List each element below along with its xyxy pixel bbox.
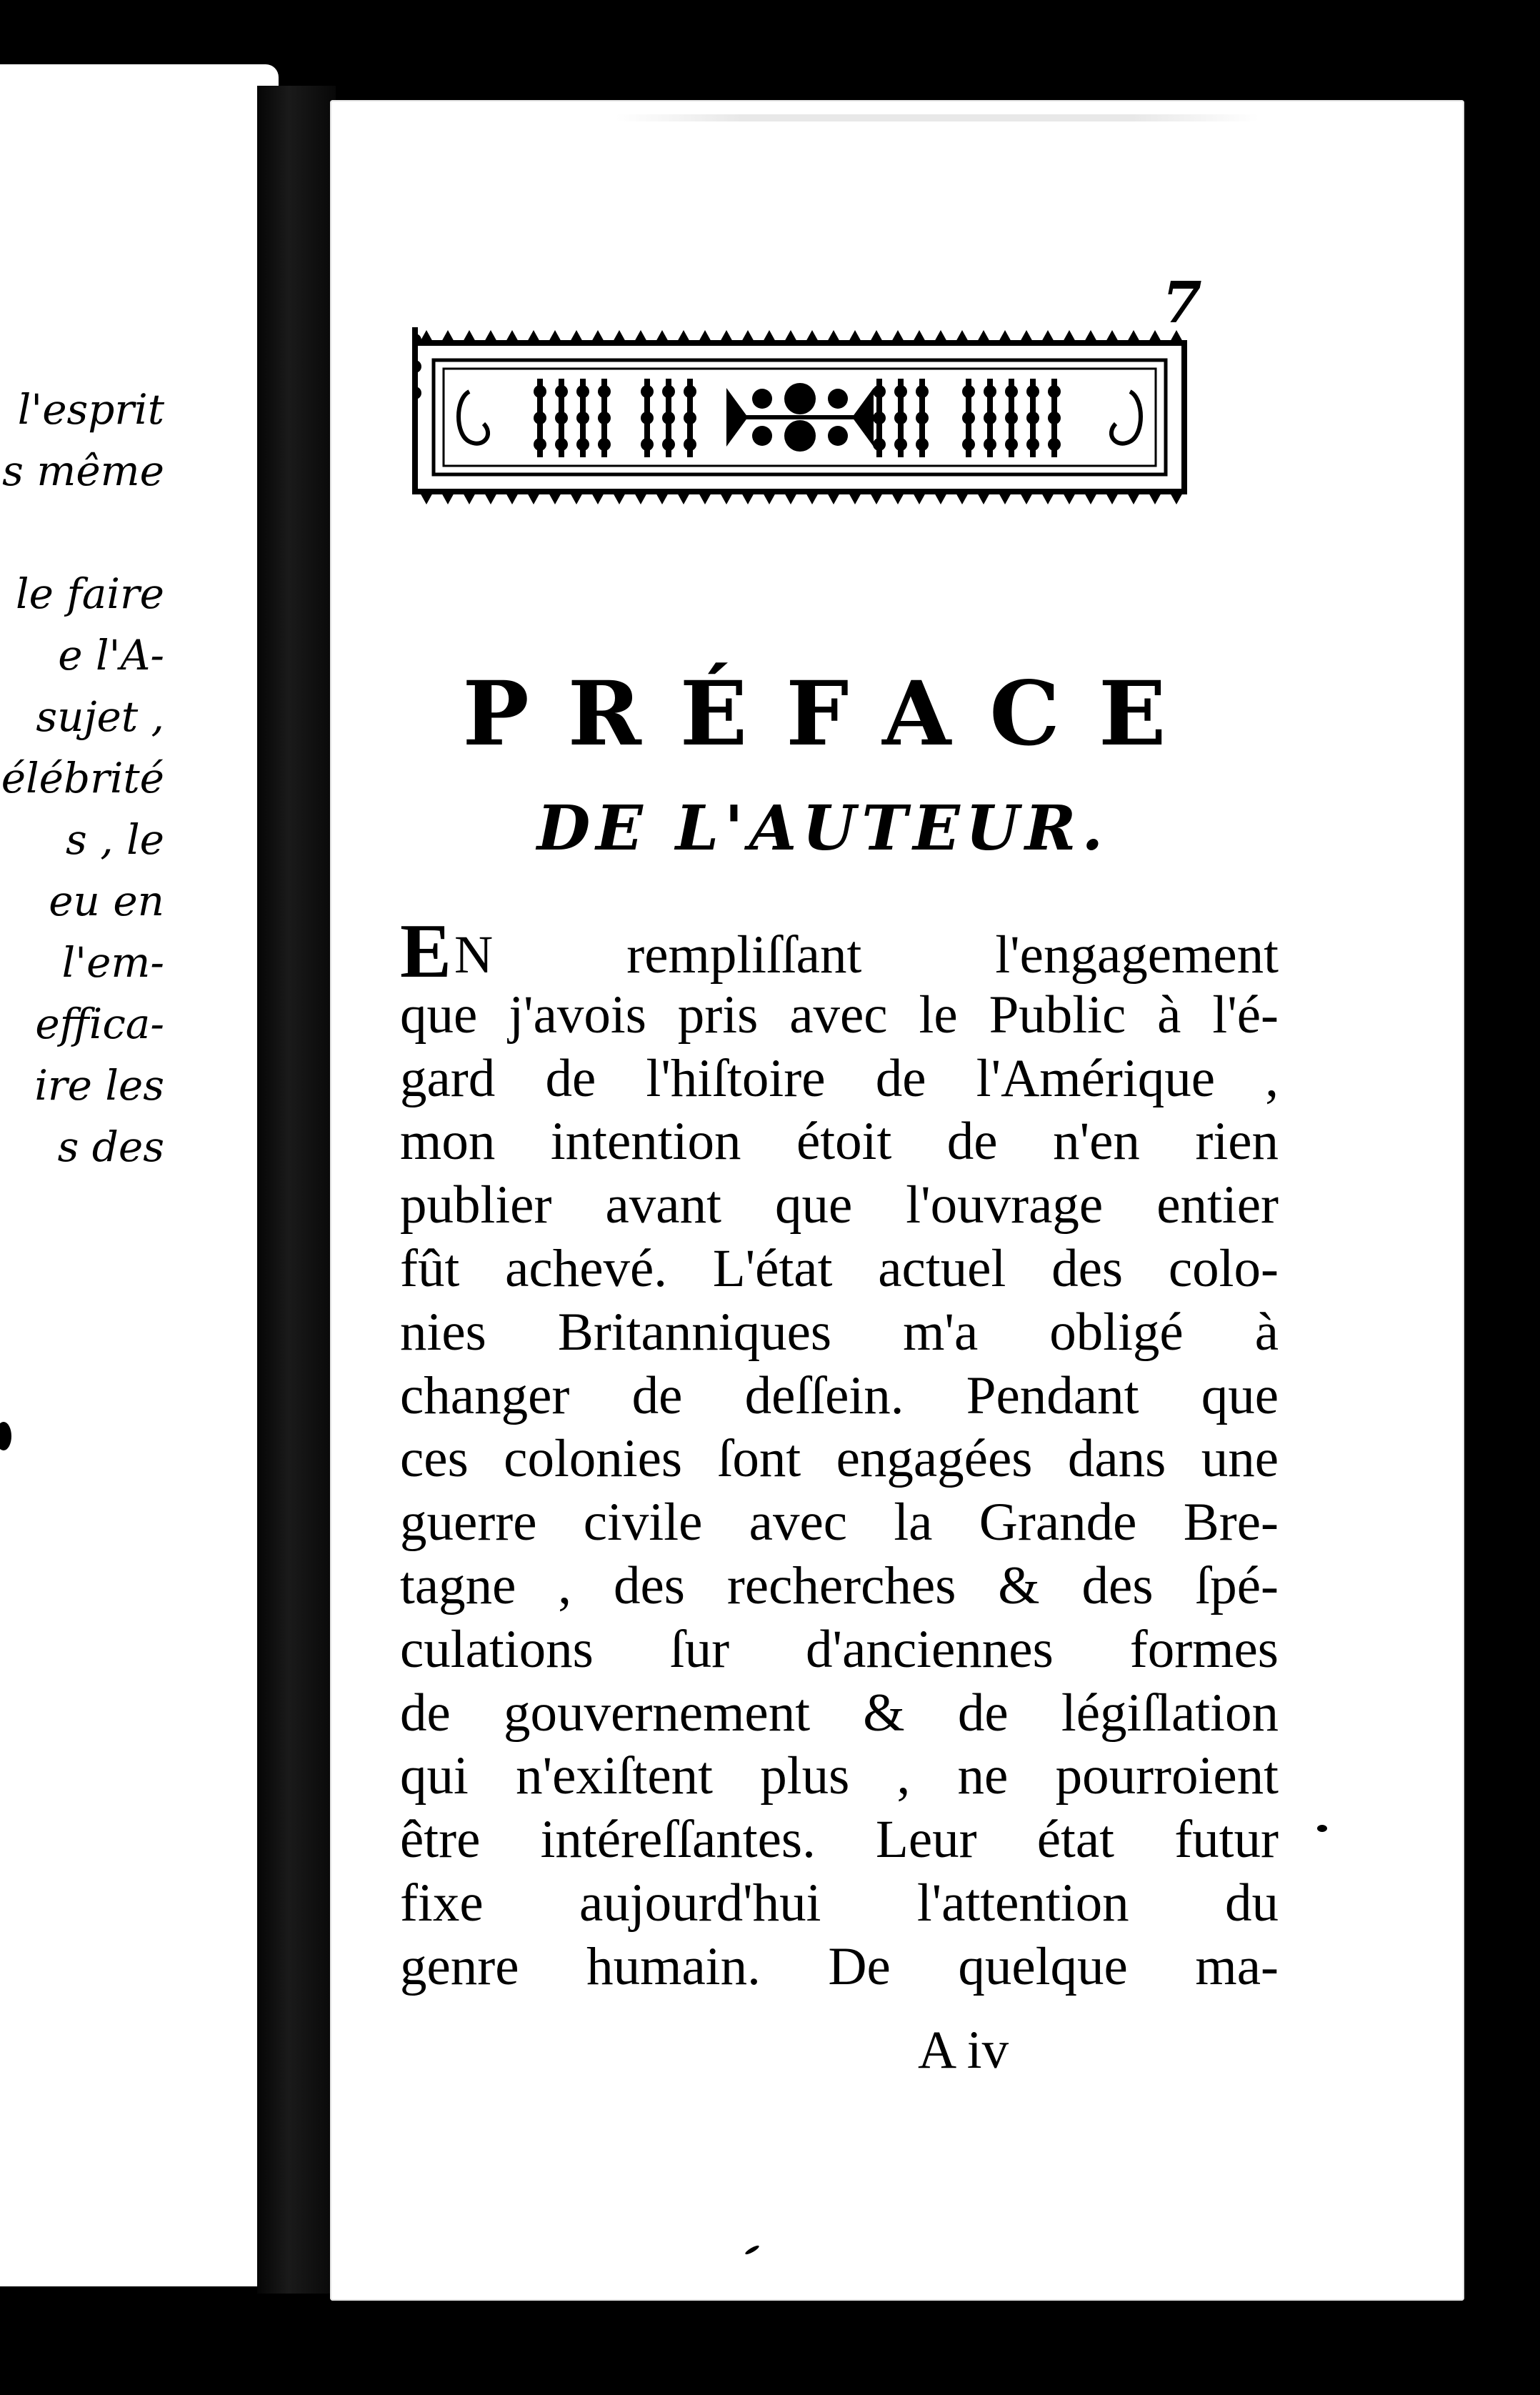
ornamental-headpiece (412, 327, 1187, 507)
left-line: le faire (16, 569, 164, 618)
page-title: PRÉFACE (462, 662, 1205, 766)
page-subtitle: DE L'AUTEUR. (536, 792, 1109, 865)
first-line-text: N rempliſſant l'engagement (454, 925, 1279, 984)
left-line: s , le (66, 815, 164, 864)
body-line: culations ſur d'anciennes formes (400, 1619, 1279, 1679)
body-line: être intéreſſantes. Leur état futur (400, 1810, 1279, 1870)
body-line: changer de deſſein. Pendant que (400, 1365, 1279, 1425)
body-line: mon intention étoit de n'en rien (400, 1112, 1279, 1172)
body-line: qui n'exiſtent plus , ne pourroient (400, 1746, 1279, 1806)
body-line: de gouvernement & de légiſlation (400, 1683, 1279, 1743)
right-page (330, 100, 1464, 2301)
signature-mark: A iv (918, 2021, 1009, 2080)
stray-ink-mark (744, 2244, 760, 2256)
left-line: e l'A- (58, 631, 164, 679)
stray-ink-mark (1317, 1825, 1327, 1832)
ink-blot (0, 1422, 11, 1450)
left-line: élébrité (1, 754, 164, 802)
body-line: fût achevé. L'état actuel des colo- (400, 1238, 1279, 1298)
body-line: que j'avois pris avec le Public à l'é- (400, 985, 1279, 1045)
left-line: s même (2, 447, 164, 495)
left-line: eu en (49, 877, 164, 925)
page-number: 7 (1162, 269, 1202, 336)
left-facing-page (0, 64, 279, 2286)
body-line: ces colonies ſont engagées dans une (400, 1429, 1279, 1489)
show-through-smudge (616, 114, 1259, 121)
body-line: genre humain. De quelque ma- (400, 1936, 1279, 1996)
left-page-text (0, 379, 164, 1177)
body-line: gard de l'hiſtoire de l'Amérique , (400, 1048, 1279, 1108)
left-line (0, 502, 164, 563)
body-line: nies Britanniques m'a obligé à (400, 1302, 1279, 1362)
left-line: s des (57, 1122, 164, 1171)
left-line: sujet , (36, 692, 164, 741)
body-line: publier avant que l'ouvrage entier (400, 1175, 1279, 1235)
book-gutter (257, 86, 336, 2294)
body-line-first (400, 920, 1279, 984)
left-line: effica- (35, 1000, 164, 1048)
body-line: guerre civile avec la Grande Bre- (400, 1493, 1279, 1553)
body-line: fixe aujourd'hui l'attention du (400, 1873, 1279, 1933)
left-line: l'esprit (17, 385, 164, 434)
left-line: ire les (34, 1061, 164, 1110)
drop-cap: E (400, 920, 452, 984)
body-line: tagne , des recherches & des ſpé- (400, 1555, 1279, 1615)
left-line: l'em- (61, 938, 164, 987)
body-text (400, 920, 1279, 1999)
